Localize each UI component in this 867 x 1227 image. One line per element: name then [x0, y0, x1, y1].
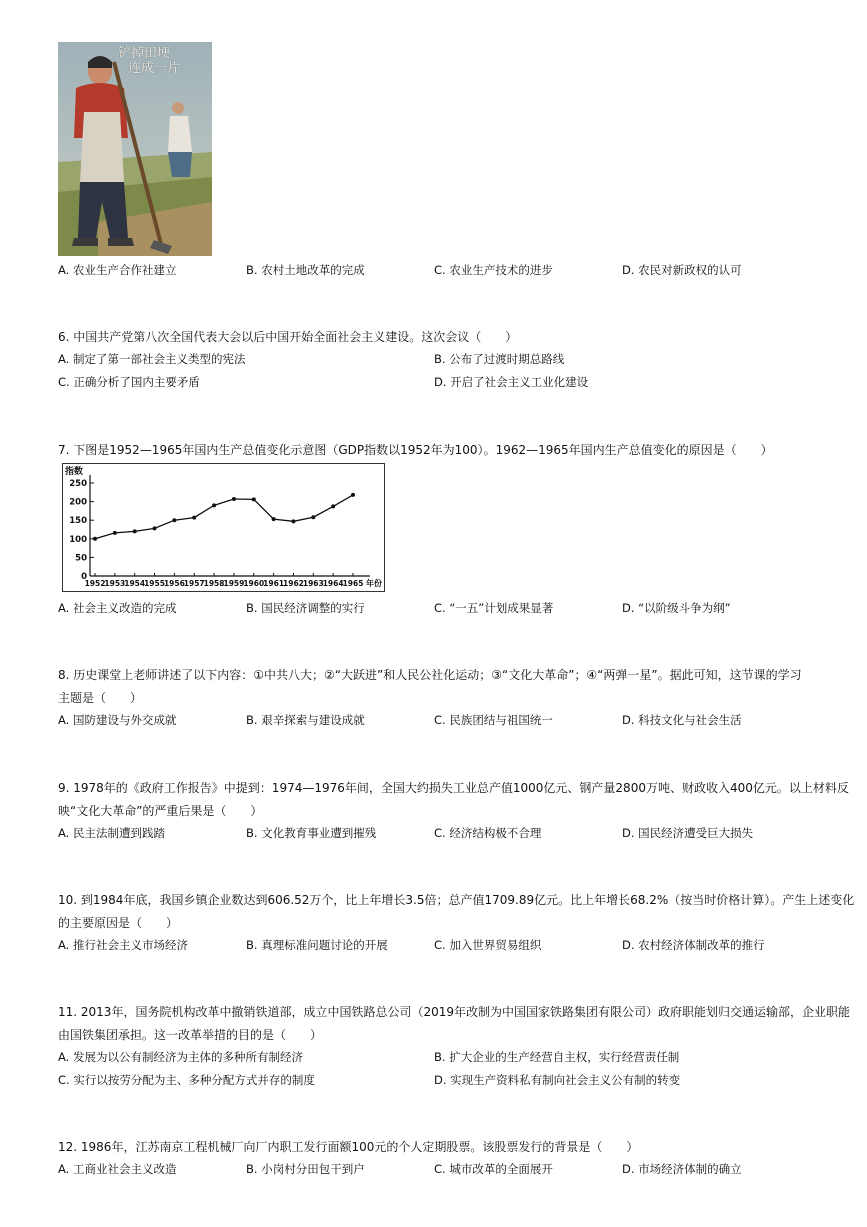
q6-option-b: B. 公布了过渡时期总路线 — [434, 352, 565, 366]
q7-option-d: D. “以阶级斗争为纲” — [622, 601, 731, 615]
x-tick-label: 1952 — [84, 579, 106, 588]
y-tick-label: 250 — [69, 479, 87, 489]
q12-option-a: A. 工商业社会主义改造 — [58, 1162, 177, 1176]
q8-stem-line2: 主题是（ ） — [58, 691, 143, 705]
gdp-data-point — [172, 518, 176, 522]
q11-option-a: A. 发展为以公有制经济为主体的多种所有制经济 — [58, 1050, 303, 1064]
q12-option-c: C. 城市改革的全面展开 — [434, 1162, 553, 1176]
q12-option-b: B. 小岗村分田包干到户 — [246, 1162, 365, 1176]
q11-stem-line2: 由国铁集团承担。这一改革举措的目的是（ ） — [58, 1028, 323, 1042]
q10-option-a: A. 推行社会主义市场经济 — [58, 938, 188, 952]
y-tick-label: 100 — [69, 534, 87, 545]
x-tick-label: 1955 — [144, 579, 165, 588]
gdp-data-point — [133, 529, 137, 533]
q12-stem: 12. 1986年，江苏南京工程机械厂向厂内职工发行面额100元的个人定期股票。该股票发行的背景是（ ） — [58, 1140, 639, 1154]
y-tick-label: 150 — [69, 516, 87, 527]
x-tick-label: 1957 — [183, 579, 205, 588]
gdp-data-point — [113, 531, 117, 535]
gdp-data-point — [153, 526, 157, 530]
gdp-data-point — [291, 519, 295, 523]
y-tick-label: 200 — [69, 497, 87, 508]
x-tick-label: 1962 — [283, 579, 304, 588]
x-tick-label: 1961 — [263, 579, 285, 588]
q7-option-a: A. 社会主义改造的完成 — [58, 601, 177, 615]
q8-option-d: D. 科技文化与社会生活 — [622, 713, 742, 727]
q10-option-d: D. 农村经济体制改革的推行 — [622, 938, 765, 952]
q10-option-b: B. 真理标准问题讨论的开展 — [246, 938, 388, 952]
gdp-data-point — [93, 537, 97, 541]
gdp-index-chart-svg — [62, 463, 385, 592]
chart-frame — [63, 464, 385, 592]
x-axis-label: 年份 — [366, 579, 382, 588]
q7-option-b: B. 国民经济调整的实行 — [246, 601, 365, 615]
q6-option-c: C. 正确分析了国内主要矛盾 — [58, 375, 200, 389]
q9-option-c: C. 经济结构极不合理 — [434, 826, 542, 840]
q6-stem: 6. 中国共产党第八次全国代表大会以后中国开始全面社会主义建设。这次会议（ ） — [58, 330, 518, 344]
q11-option-d: D. 实现生产资料私有制向社会主义公有制的转变 — [434, 1073, 681, 1087]
gdp-data-point — [252, 497, 256, 501]
poster-slogan-line1: 铲掉田埂 — [118, 46, 171, 61]
q8-option-c: C. 民族团结与祖国统一 — [434, 713, 553, 727]
q10-option-c: C. 加入世界贸易组织 — [434, 938, 542, 952]
propaganda-poster-image — [58, 42, 212, 256]
q8-option-b: B. 艰辛探索与建设成就 — [246, 713, 365, 727]
q9-option-b: B. 文化教育事业遭到摧残 — [246, 826, 377, 840]
q9-stem-line2: 映“文化大革命”的严重后果是（ ） — [58, 804, 263, 818]
q5-option-c: C. 农业生产技术的进步 — [434, 263, 553, 277]
x-tick-label: 1965 — [342, 579, 364, 588]
q12-option-d: D. 市场经济体制的确立 — [622, 1162, 742, 1176]
q7-option-c: C. “一五”计划成果显著 — [434, 601, 554, 615]
x-tick-label: 1953 — [104, 579, 126, 588]
y-axis-label: 指数 — [65, 467, 84, 477]
q10-stem-line2: 的主要原因是（ ） — [58, 916, 179, 930]
x-tick-label: 1964 — [322, 579, 344, 588]
y-tick-label: 0 — [81, 572, 87, 582]
x-tick-label: 1956 — [163, 579, 185, 588]
gdp-data-point — [192, 516, 196, 520]
q11-stem-line1: 11. 2013年，国务院机构改革中撤销铁道部，成立中国铁路总公司（2019年改制为中国国家铁路集团有限公司）政府职能划归交通运输部，企业职能 — [58, 1005, 850, 1019]
q6-option-a: A. 制定了第一部社会主义类型的宪法 — [58, 352, 246, 366]
x-tick-label: 1959 — [223, 579, 245, 588]
poster-slogan — [118, 46, 180, 76]
q5-option-b: B. 农村土地改革的完成 — [246, 263, 365, 277]
x-tick-label: 1963 — [302, 579, 324, 588]
q7-stem: 7. 下图是1952—1965年国内生产总值变化示意图（GDP指数以1952年为100）。1962—1965年国内生产总值变化的原因是（ ） — [58, 443, 773, 457]
x-tick-label: 1954 — [124, 579, 146, 588]
q11-option-c: C. 实行以按劳分配为主、多种分配方式并存的制度 — [58, 1073, 315, 1087]
gdp-data-point — [311, 515, 315, 519]
q9-option-a: A. 民主法制遭到践踏 — [58, 826, 165, 840]
q9-stem-line1: 9. 1978年的《政府工作报告》中提到：1974—1976年间，全国大约损失工业总产值1000亿元、钢产量2800万吨、财政收入400亿元。以上材料反 — [58, 781, 849, 795]
q5-option-a: A. 农业生产合作社建立 — [58, 263, 177, 277]
gdp-data-point — [232, 497, 236, 501]
q9-option-d: D. 国民经济遭受巨大损失 — [622, 826, 754, 840]
q8-option-a: A. 国防建设与外交成就 — [58, 713, 177, 727]
q6-option-d: D. 开启了社会主义工业化建设 — [434, 375, 589, 389]
gdp-data-point — [212, 503, 216, 507]
poster-slogan-line2: 连成一片 — [128, 61, 181, 76]
gdp-data-point — [351, 493, 355, 497]
gdp-index-chart — [62, 463, 385, 592]
x-tick-label: 1960 — [243, 579, 265, 588]
gdp-data-point — [331, 504, 335, 508]
q8-stem-line1: 8. 历史课堂上老师讲述了以下内容：①中共八大；②“大跃进”和人民公社化运动；③“文化大革命”；④“两弹一星”。据此可知，这节课的学习 — [58, 668, 802, 682]
q11-option-b: B. 扩大企业的生产经营自主权，实行经营责任制 — [434, 1050, 680, 1064]
q10-stem-line1: 10. 到1984年底，我国乡镇企业数达到606.52万个，比上年增长3.5倍；总产值1709.89亿元。比上年增长68.2%（按当时价格计算）。产生上述变化 — [58, 893, 855, 907]
q5-option-d: D. 农民对新政权的认可 — [622, 263, 742, 277]
y-tick-label: 50 — [75, 553, 87, 564]
gdp-data-point — [272, 517, 276, 521]
x-tick-label: 1958 — [203, 579, 225, 588]
